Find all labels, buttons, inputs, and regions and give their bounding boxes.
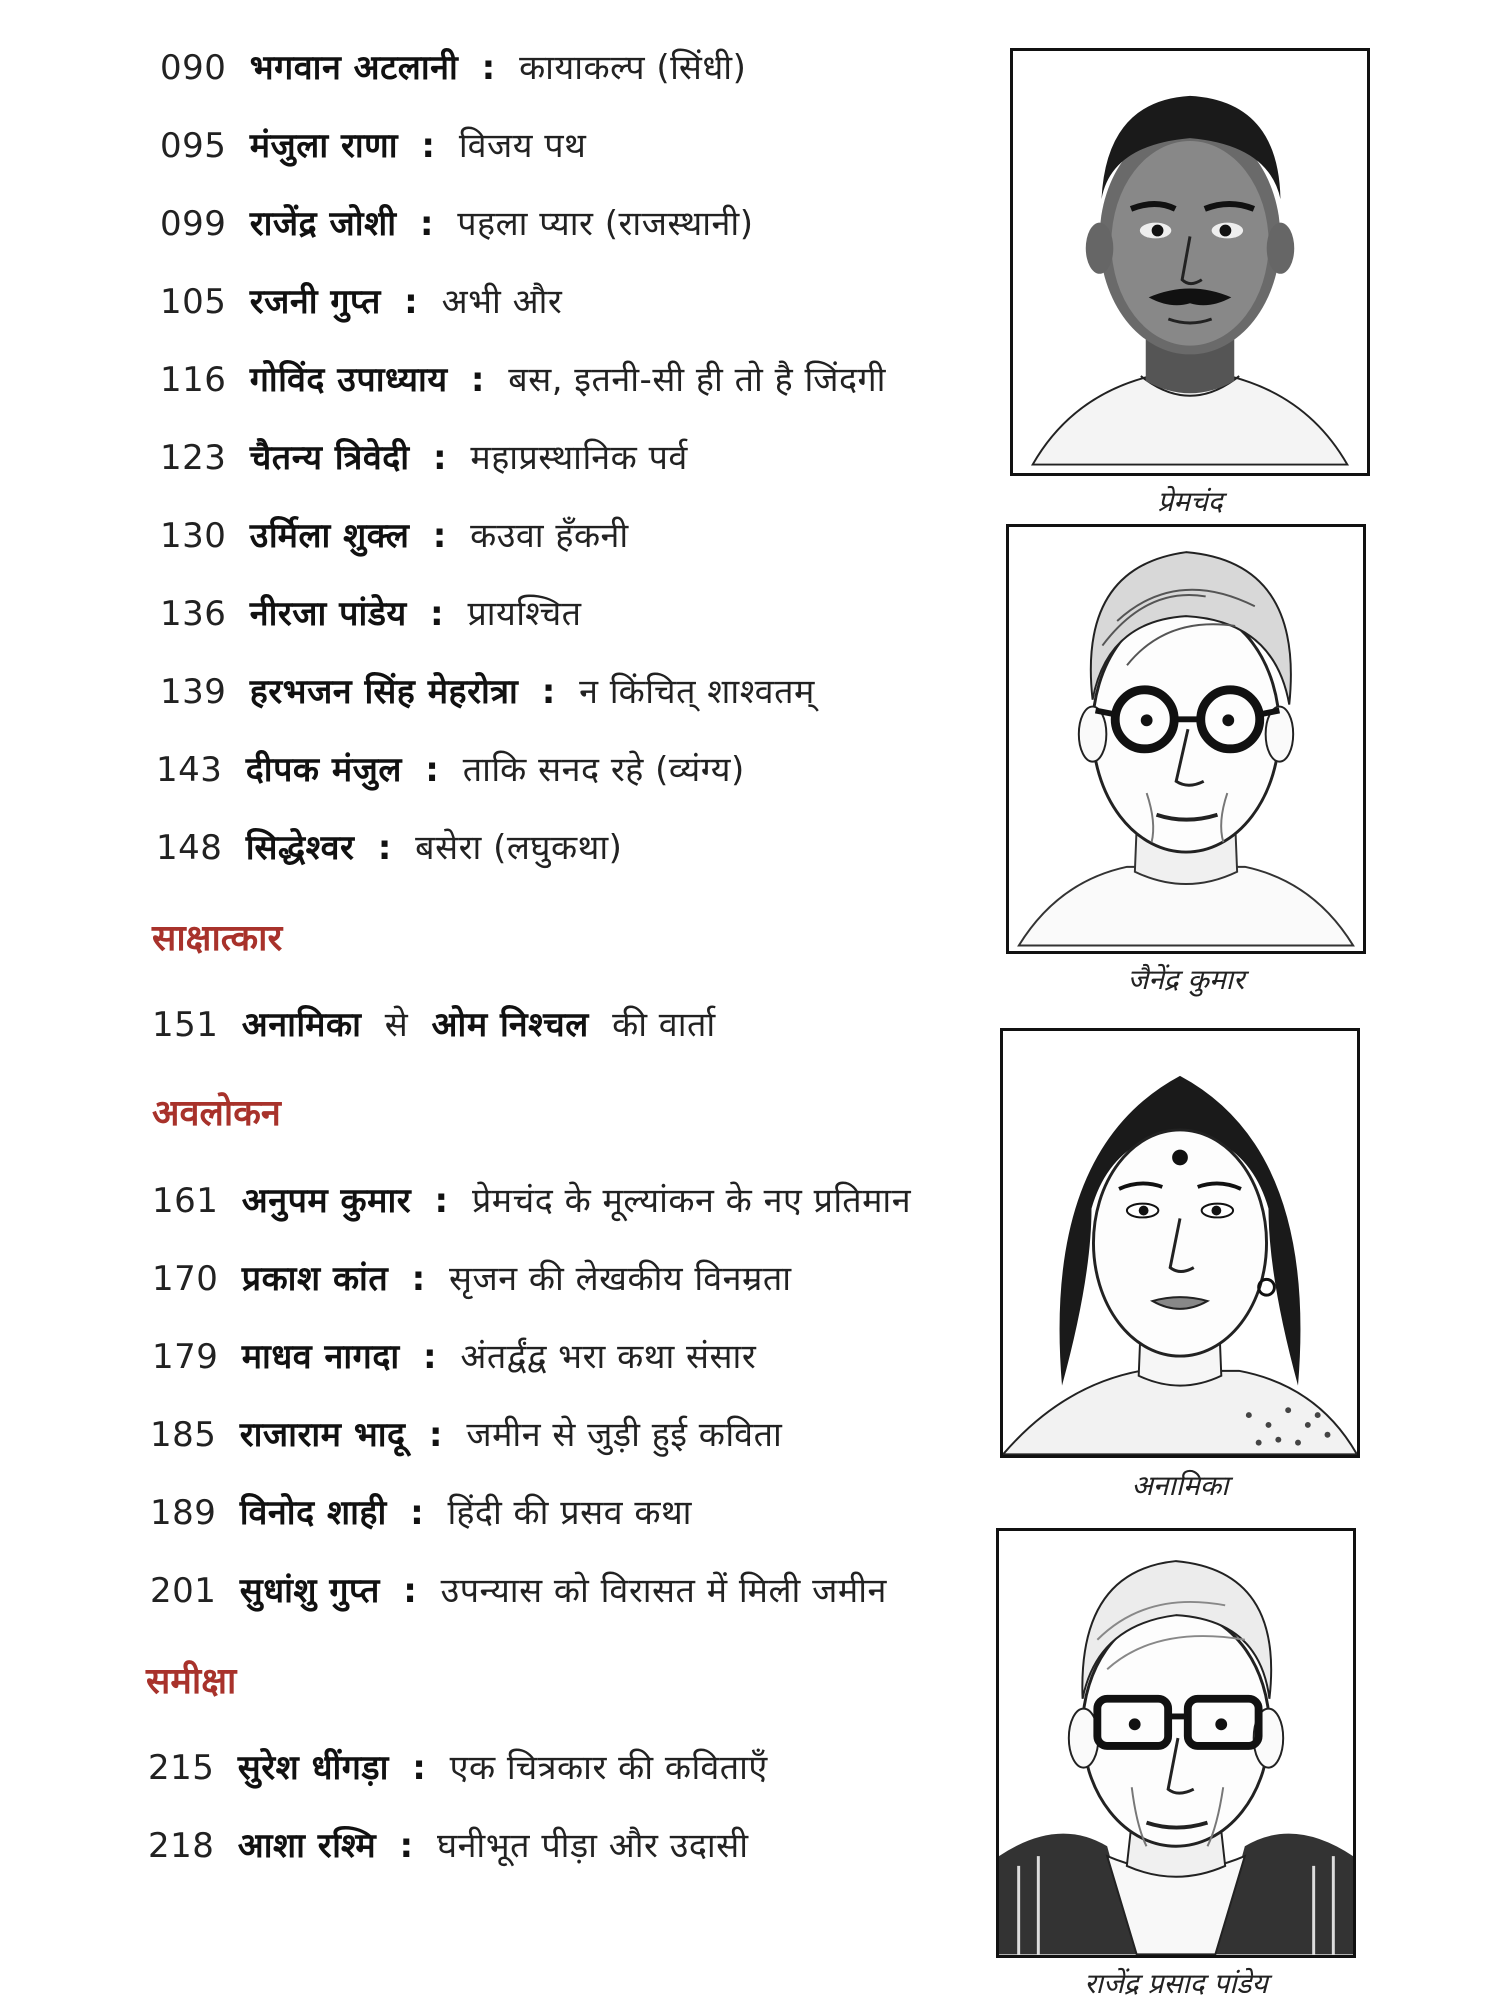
page-number: 185 [150,1415,217,1455]
page-number: 161 [152,1181,219,1221]
portrait-caption: जैनेंद्र कुमार [1127,963,1245,996]
toc-entry[interactable] [160,516,629,556]
page-number: 215 [148,1748,215,1788]
separator: : [410,1493,425,1533]
section-heading-interview: साक्षात्कार [152,918,283,959]
author-name: हरभजन सिंह मेहरोत्रा [249,672,519,712]
page-number: 189 [150,1493,217,1533]
page-number: 139 [160,672,227,712]
page-number: 218 [148,1826,215,1866]
author-name: राजाराम भादू [239,1415,406,1455]
page-number: 201 [150,1571,217,1611]
separator: : [399,1826,414,1866]
work-title: एक चित्रकार की कविताएँ [449,1748,768,1788]
page-number: 143 [156,750,223,790]
work-title: विजय पथ [458,126,587,166]
toc-entry[interactable] [156,750,745,790]
toc-entry[interactable] [160,672,815,712]
page-number: 179 [152,1337,219,1377]
work-title: की वार्ता [612,1005,716,1045]
work-title: ताकि सनद रहे (व्यंग्य) [462,750,745,790]
portrait-caption: अनामिका [1131,1469,1229,1502]
separator: : [411,1259,426,1299]
work-title: अभी और [441,282,563,322]
author-name: ओम निश्चल [431,1005,589,1045]
separator: : [432,516,447,556]
separator: : [377,828,392,868]
work-title: अंतर्द्वंद्व भरा कथा संसार [460,1337,757,1377]
section-heading-critique: समीक्षा [146,1661,237,1702]
author-name: सुरेश धींगड़ा [237,1748,389,1788]
page-number: 105 [160,282,227,322]
portrait-caption: राजेंद्र प्रसाद पांडेय [1084,1967,1268,2000]
toc-entry[interactable] [160,594,582,634]
author-name: उर्मिला शुक्ल [249,516,410,556]
separator: : [403,1571,418,1611]
toc-entry[interactable] [148,1748,768,1788]
work-title: जमीन से जुड़ी हुई कविता [466,1415,783,1455]
author-name: आशा रश्मि [237,1826,377,1866]
toc-entry[interactable] [160,204,753,244]
toc-entry[interactable] [152,1259,792,1299]
author-name: माधव नागदा [241,1337,400,1377]
page-number: 170 [152,1259,219,1299]
author-name: सुधांशु गुप्त [239,1571,380,1611]
separator: : [419,204,434,244]
work-title: कायाकल्प (सिंधी) [519,48,747,88]
work-title: प्रायश्चित [467,594,582,634]
author-name: दीपक मंजुल [245,750,402,790]
toc-entry[interactable] [152,1337,756,1377]
portrait-jainendra-kumar [1006,524,1366,954]
separator: : [425,750,440,790]
toc-entry[interactable] [160,282,562,322]
portrait-illustration [1009,527,1363,951]
page-number: 095 [160,126,227,166]
portrait-anamika [1000,1028,1360,1458]
author-name: मंजुला राणा [249,126,399,166]
toc-entry[interactable] [152,1181,911,1221]
author-name: अनुपम कुमार [241,1181,412,1221]
separator: : [541,672,556,712]
toc-entry[interactable] [160,126,586,166]
work-title: पहला प्यार (राजस्थानी) [457,204,754,244]
portrait-illustration [1013,51,1367,473]
author-name: चैतन्य त्रिवेदी [249,438,410,478]
page-number: 090 [160,48,227,88]
page-number: 130 [160,516,227,556]
separator: : [434,1181,449,1221]
separator: : [423,1337,438,1377]
work-title: महाप्रस्थानिक पर्व [470,438,688,478]
work-title: घनीभूत पीड़ा और उदासी [436,1826,749,1866]
portrait-caption: प्रेमचंद [1157,485,1223,518]
toc-entry[interactable] [160,360,886,400]
separator: : [481,48,496,88]
author-name: राजेंद्र जोशी [249,204,397,244]
page-number: 099 [160,204,227,244]
section-heading-review: अवलोकन [152,1093,281,1134]
separator: : [412,1748,427,1788]
toc-entry[interactable] [160,438,688,478]
portrait-premchand [1010,48,1370,476]
separator: : [430,594,445,634]
toc-entry[interactable] [152,1005,716,1045]
portrait-illustration [1003,1031,1357,1455]
work-title: कउवा हँकनी [470,516,629,556]
page-number: 136 [160,594,227,634]
work-title: हिंदी की प्रसव कथा [447,1493,692,1533]
connector-text: से [384,1005,409,1045]
page-number: 116 [160,360,227,400]
author-name: प्रकाश कांत [241,1259,389,1299]
toc-entry[interactable] [156,828,622,868]
toc-entry[interactable] [160,48,746,88]
portrait-illustration [999,1531,1353,1955]
author-name: नीरजा पांडेय [249,594,407,634]
page-number: 148 [156,828,223,868]
author-name: रजनी गुप्त [249,282,381,322]
author-name: अनामिका [241,1005,362,1045]
author-name: विनोद शाही [239,1493,387,1533]
author-name: भगवान अटलानी [249,48,459,88]
work-title: सृजन की लेखकीय विनम्रता [448,1259,792,1299]
work-title: बसेरा (लघुकथा) [415,828,623,868]
separator: : [428,1415,444,1455]
work-title: न किंचित् शाश्वतम् [579,672,815,712]
separator: : [421,126,436,166]
work-title: प्रेमचंद के मूल्यांकन के नए प्रतिमान [471,1181,912,1221]
separator: : [404,282,419,322]
page-number: 123 [160,438,227,478]
page-number: 151 [152,1005,219,1045]
portrait-rajendra-prasad-pandey [996,1528,1356,1958]
toc-entry[interactable] [150,1415,782,1455]
work-title: बस, इतनी-सी ही तो है जिंदगी [508,360,886,400]
toc-entry[interactable] [150,1571,887,1611]
author-name: सिद्धेश्वर [245,828,355,868]
separator: : [432,438,448,478]
toc-entry[interactable] [148,1826,749,1866]
work-title: उपन्यास को विरासत में मिली जमीन [440,1571,887,1611]
author-name: गोविंद उपाध्याय [249,360,448,400]
separator: : [470,360,485,400]
toc-entry[interactable] [150,1493,692,1533]
